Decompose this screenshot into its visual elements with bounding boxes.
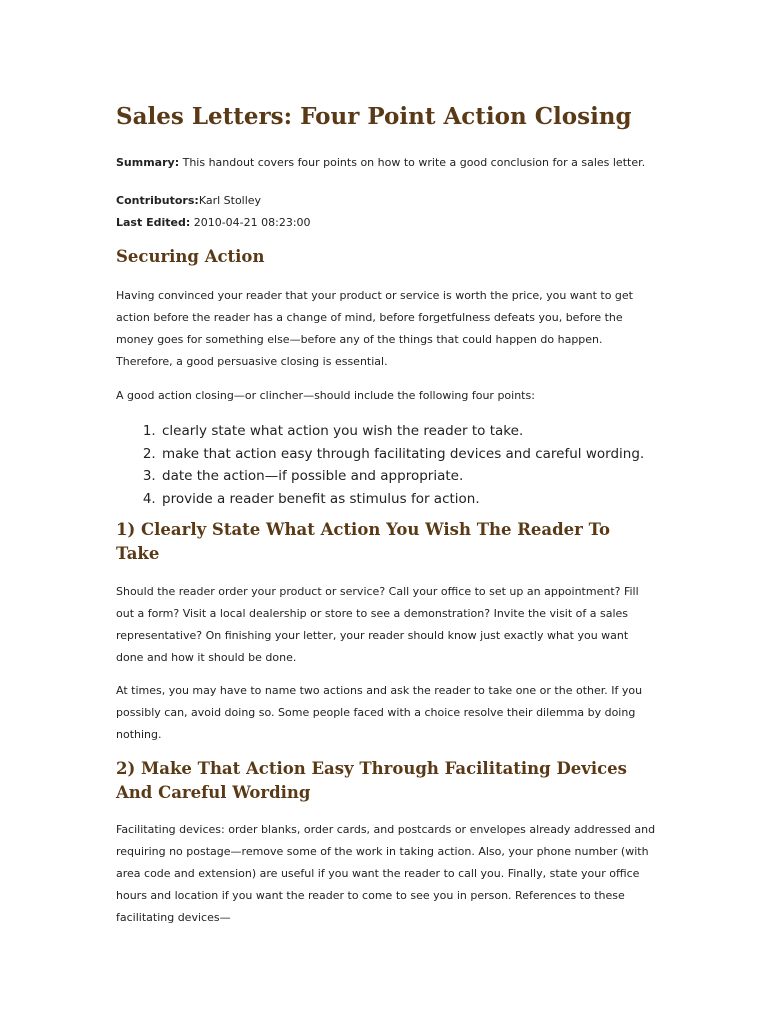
summary: [116, 152, 656, 174]
last-edited: [116, 212, 656, 234]
document-page: [116, 100, 656, 929]
paragraph: At times, you may have to name two actions and ask the reader to take one or the other. If you possibly can, avoid doing so. Some people faced with a choice resolve their dilemma by doing nothing.: [116, 684, 643, 741]
four-points-list: [116, 420, 656, 510]
section-heading-make-action-easy: 2) Make That Action Easy Through Facilitating Devices And Careful Wording: [116, 759, 627, 802]
summary-label: Summary:: [116, 156, 180, 169]
paragraph: Facilitating devices: order blanks, order cards, and postcards or envelopes already addressed and requiring no postage—remove some of the work in taking action. Also, your phone number (with area code and extension) are useful if you want the reader to call you. Finally, state your office hours and location if you want the reader to come to see you in person. References to these facilitating devices—: [116, 823, 656, 924]
paragraph: Having convinced your reader that your product or service is worth the price, you want to get action before the reader has a change of mind, before forgetfulness defeats you, before the money goes for something else—before any of the things that could happen do happen. Therefore, a good persuasive closing is essential.: [116, 289, 633, 368]
section-heading-securing-action: Securing Action: [116, 247, 265, 266]
page-title: Sales Letters: Four Point Action Closing: [116, 103, 632, 130]
paragraph: A good action closing—or clincher—should include the following four points:: [116, 389, 535, 402]
summary-text: This handout covers four points on how to write a good conclusion for a sales letter.: [179, 156, 646, 169]
paragraph: Should the reader order your product or service? Call your office to set up an appointment? Fill out a form? Visit a local dealership or store to see a demonstration? Invite the visit of a sales representative? On finishing your letter, your reader should know just exactly what you want done and how it should be done.: [116, 585, 639, 664]
list-item: 3. date the action—if possible and appropriate.: [160, 465, 656, 488]
last-edited-label: Last Edited:: [116, 216, 191, 229]
list-item: 4. provide a reader benefit as stimulus for action.: [160, 488, 656, 511]
section-heading-clearly-state-action: 1) Clearly State What Action You Wish The Reader To Take: [116, 520, 610, 563]
contributors-text: Karl Stolley: [198, 194, 262, 207]
list-item: 1. clearly state what action you wish the reader to take.: [160, 420, 656, 443]
contributors-label: Contributors:: [116, 194, 199, 207]
contributors: [116, 190, 656, 212]
list-item: 2. make that action easy through facilitating devices and careful wording.: [160, 443, 656, 466]
last-edited-text: 2010-04-21 08:23:00: [190, 216, 311, 229]
